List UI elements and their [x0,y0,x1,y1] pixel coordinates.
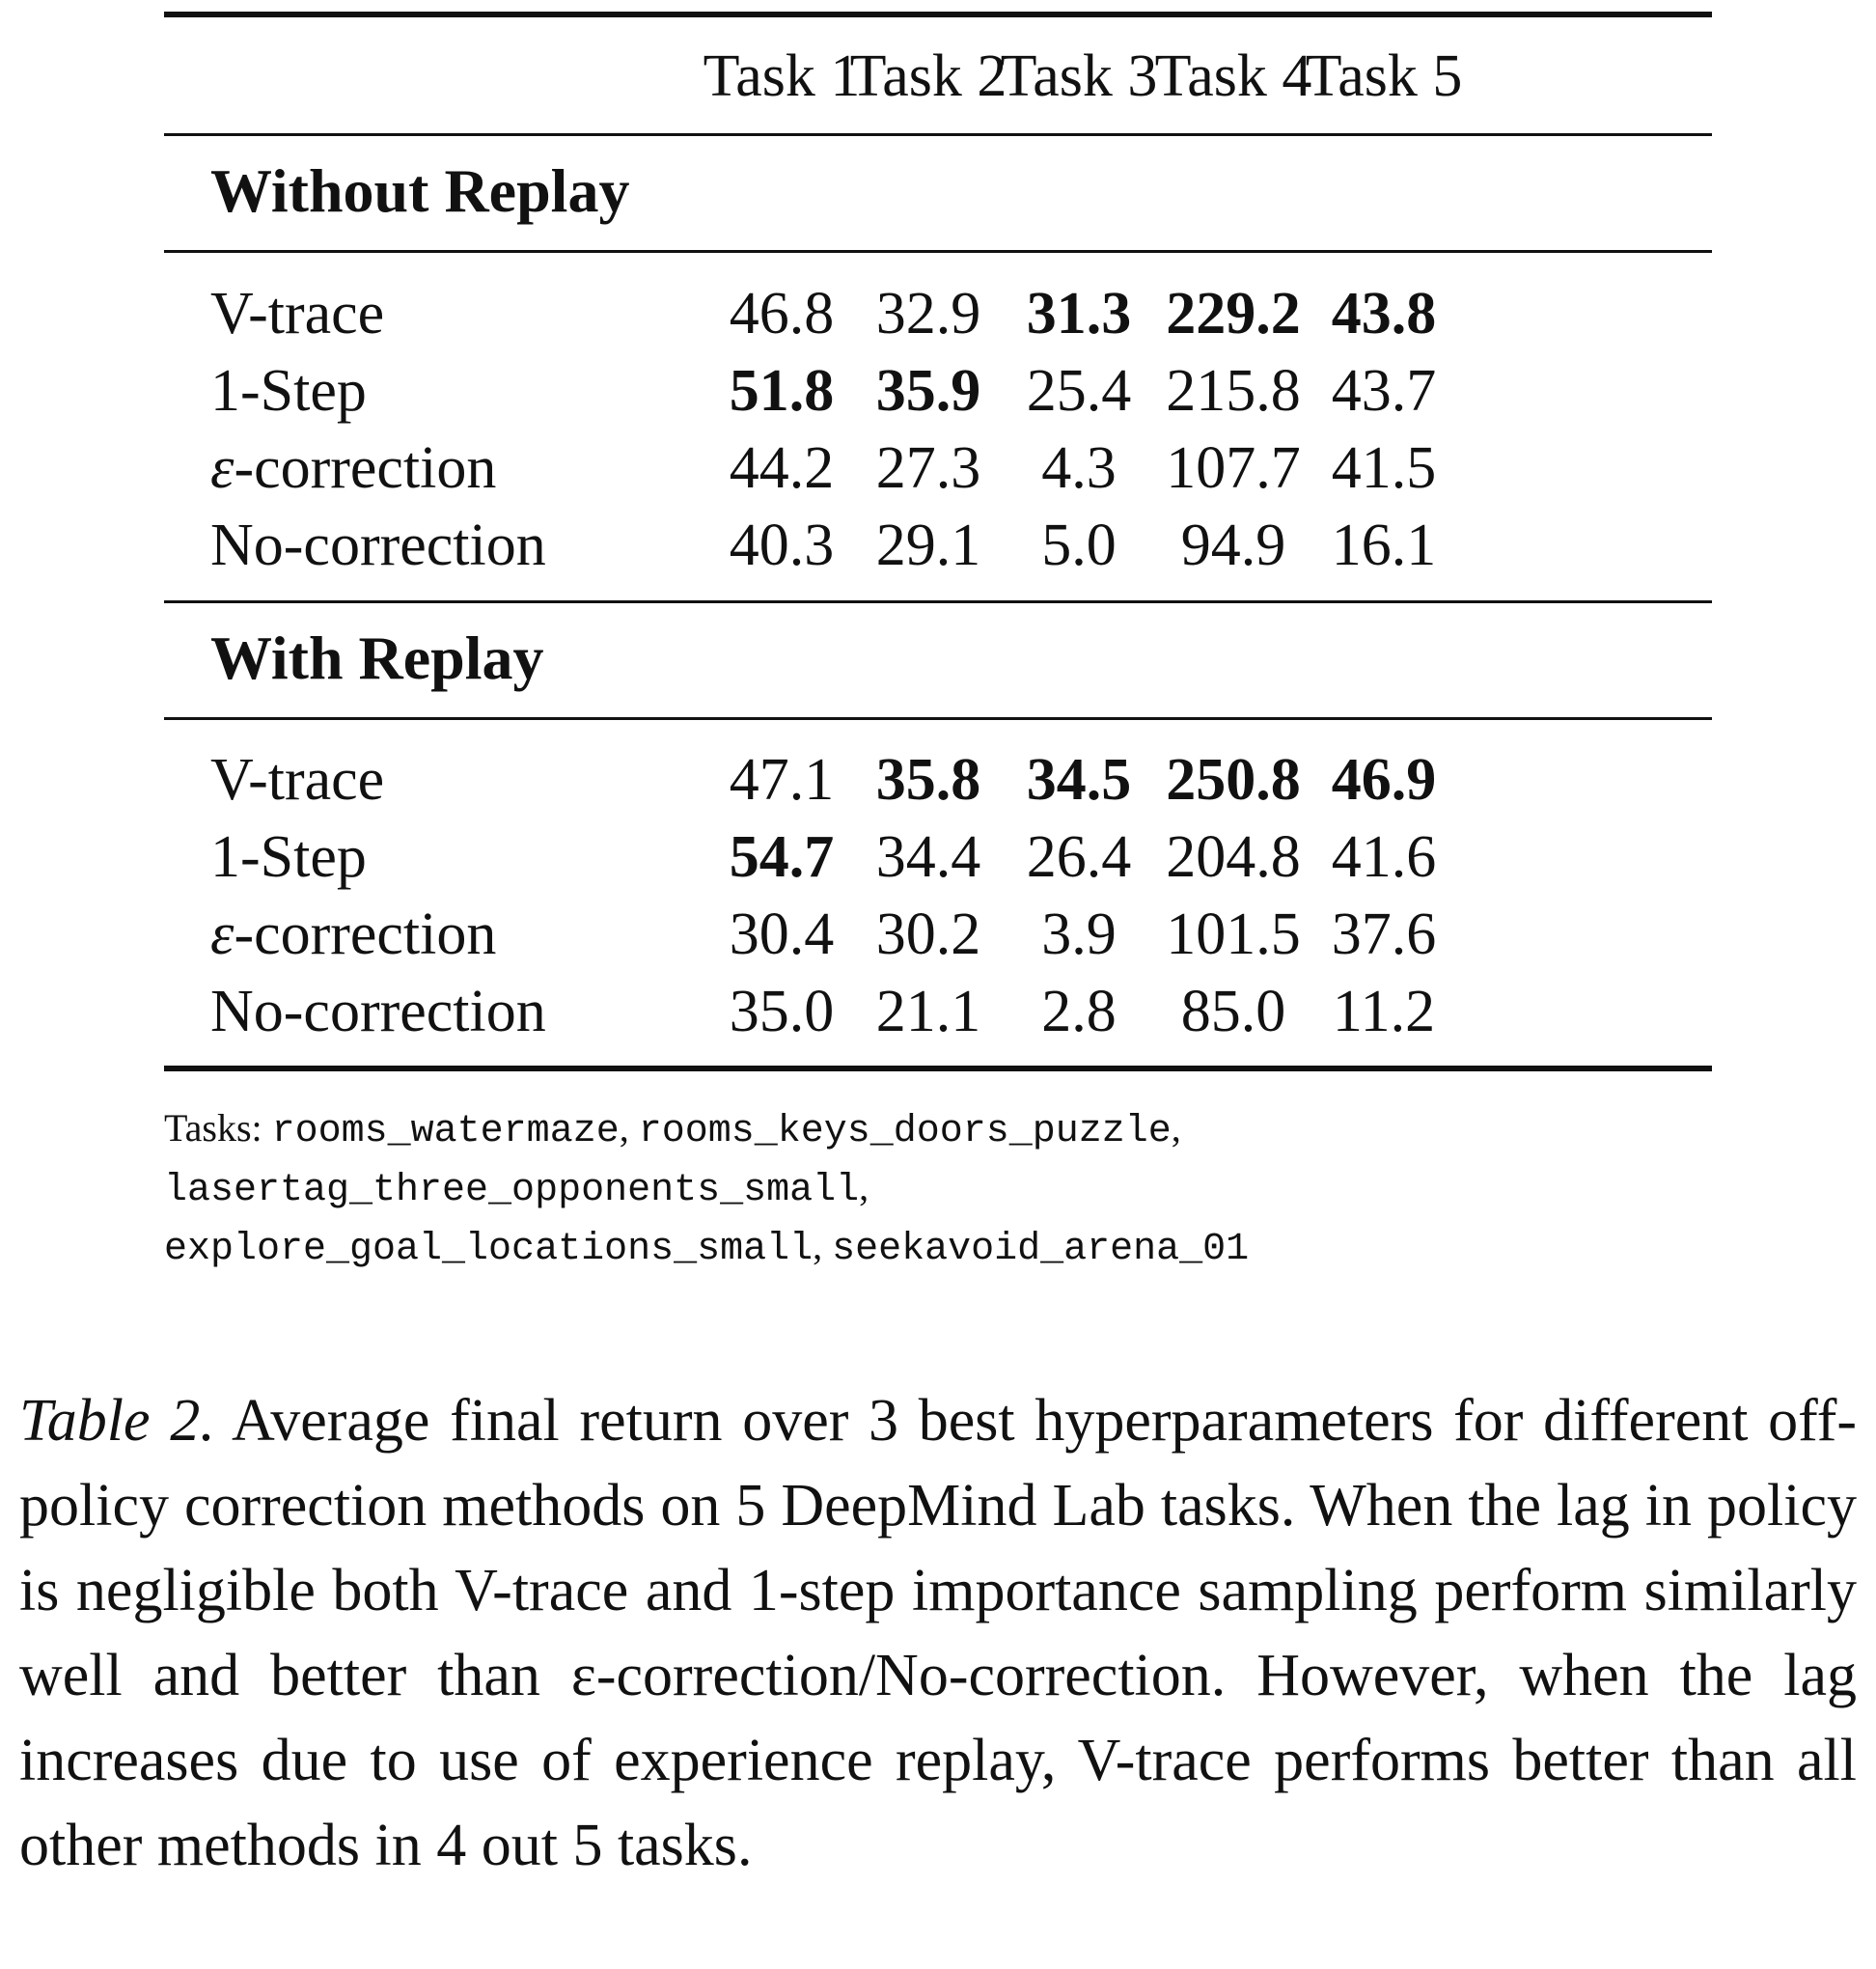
value-cell: 3.9 [1041,901,1117,967]
value-cell: 54.7 [729,824,835,890]
separator: , [813,1224,823,1267]
method-name: 1-Step [210,824,367,890]
value-cell: 34.4 [875,824,981,890]
value-cell: 101.5 [1166,901,1301,967]
method-label [210,901,497,967]
value-cell: 16.1 [1331,513,1437,578]
method-name: -correction [234,901,497,967]
section-title: Without Replay [210,156,630,225]
value-cell: 30.4 [729,901,835,967]
tasks-line-1 [164,1100,1249,1159]
value-cell: 51.8 [729,358,835,424]
value-cell: 204.8 [1166,824,1301,890]
tasks-note [164,1100,1249,1277]
column-header: Task 3 [1000,43,1158,109]
value-cell: 40.3 [729,513,835,578]
value-cell: 44.2 [729,435,835,501]
value-cell: 46.9 [1331,747,1437,813]
caption-label: Table 2. [19,1388,215,1454]
value-cell: 21.1 [875,979,981,1044]
value-cell: 5.0 [1041,513,1117,578]
task-name: rooms_watermaze [271,1110,620,1153]
value-cell: 37.6 [1331,901,1437,967]
task-name: rooms_keys_doors_puzzle [638,1110,1172,1153]
value-cell: 85.0 [1180,979,1286,1044]
column-header: Task 2 [849,43,1007,109]
section-title: With Replay [210,624,544,692]
column-header: Task 4 [1154,43,1312,109]
value-cell: 41.6 [1331,824,1437,890]
method-name: V-trace [210,747,385,813]
task-name: lasertag_three_opponents_small [164,1169,860,1212]
column-header: Task 1 [703,43,861,109]
value-cell: 215.8 [1166,358,1301,424]
epsilon-symbol: ε [210,901,234,967]
table-caption [19,1378,1857,1888]
separator: , [619,1106,629,1150]
section-rule [164,250,1712,253]
value-cell: 25.4 [1026,358,1132,424]
header-rule [164,133,1712,136]
method-name: 1-Step [210,358,367,424]
value-cell: 46.8 [729,281,835,347]
epsilon-symbol: ε [210,435,234,501]
value-cell: 35.9 [875,358,981,424]
task-name: explore_goal_locations_small [164,1228,814,1271]
value-cell: 35.0 [729,979,835,1044]
method-label [210,435,497,501]
value-cell: 2.8 [1041,979,1117,1044]
value-cell: 29.1 [875,513,981,578]
method-name: No-correction [210,979,546,1044]
tasks-line-3 [164,1218,1249,1277]
method-label [210,513,546,578]
value-cell: 41.5 [1331,435,1437,501]
value-cell: 250.8 [1166,747,1301,813]
tasks-label: Tasks: [164,1106,262,1150]
method-label [210,747,385,813]
value-cell: 94.9 [1180,513,1286,578]
separator: , [1171,1106,1181,1150]
value-cell: 34.5 [1026,747,1132,813]
value-cell: 30.2 [875,901,981,967]
value-cell: 26.4 [1026,824,1132,890]
value-cell: 47.1 [729,747,835,813]
column-header: Task 5 [1305,43,1463,109]
task-name: seekavoid_arena_01 [832,1228,1250,1271]
tasks-line-2 [164,1159,1249,1218]
value-cell: 35.8 [875,747,981,813]
method-name: V-trace [210,281,385,347]
value-cell: 229.2 [1166,281,1301,347]
method-name: No-correction [210,513,546,578]
value-cell: 107.7 [1166,435,1301,501]
section-divider-rule [164,600,1712,603]
value-cell: 43.8 [1331,281,1437,347]
value-cell: 4.3 [1041,435,1117,501]
bottom-rule [164,1066,1712,1071]
value-cell: 31.3 [1026,281,1132,347]
method-label [210,979,546,1044]
method-label [210,358,367,424]
method-label [210,281,385,347]
value-cell: 27.3 [875,435,981,501]
value-cell: 11.2 [1332,979,1436,1044]
method-name: -correction [234,435,497,501]
value-cell: 43.7 [1331,358,1437,424]
value-cell: 32.9 [875,281,981,347]
section-rule [164,717,1712,720]
separator: , [859,1165,869,1208]
caption-text: Average final return over 3 best hyperparameters for different off-policy correction methods on 5 DeepMind Lab tasks. When the lag in policy is negligible both V-trace and 1-step importance sampling perform similarly well and better than ε-correction/No-correction. However, when the lag increases due to use of experience replay, V-trace performs better than all other methods in 4 out 5 tasks. [19,1388,1857,1878]
method-label [210,824,367,890]
top-rule [164,12,1712,17]
